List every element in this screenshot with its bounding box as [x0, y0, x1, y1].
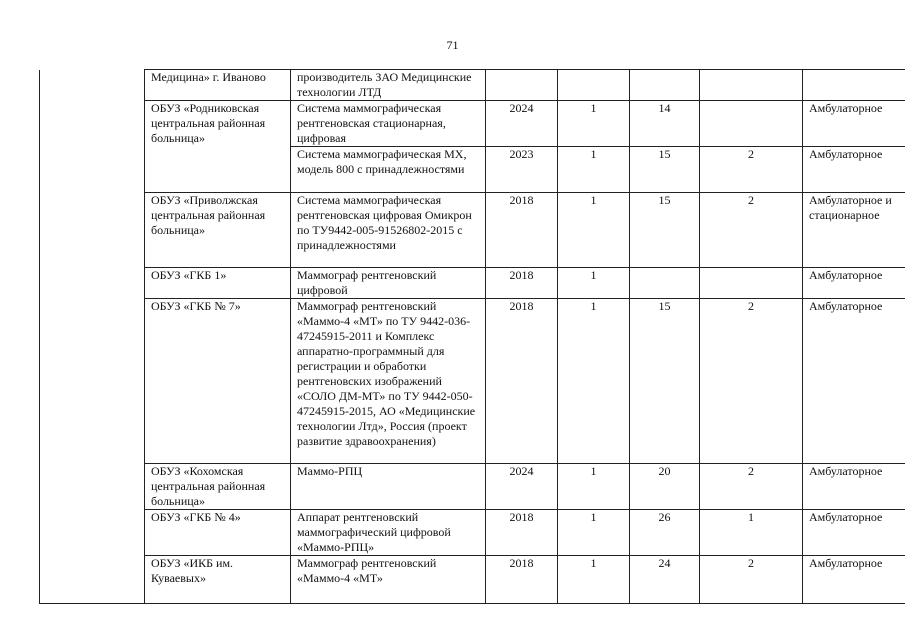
- age-cell: [630, 70, 700, 101]
- org-cell: Медицина» г. Иваново: [145, 70, 291, 101]
- year-cell: 2023: [486, 147, 558, 193]
- count-cell: 1: [558, 299, 630, 464]
- age-cell: 15: [630, 299, 700, 464]
- equipment-cell: производитель ЗАО Медицинские технологии ЛТД: [291, 70, 486, 101]
- age-cell: 15: [630, 193, 700, 268]
- equipment-cell: Система маммографическая рентгеновская цифровая Омикрон по ТУ9442-005-91526802-2015 с принадлежностями: [291, 193, 486, 268]
- table-row: [40, 510, 905, 556]
- year-cell: 2024: [486, 464, 558, 510]
- age-cell: 24: [630, 556, 700, 604]
- org-cell: ОБУЗ «Приволжская центральная районная больница»: [145, 193, 291, 268]
- age-cell: 20: [630, 464, 700, 510]
- service-cell: Амбулаторное: [803, 510, 905, 556]
- page-number: 71: [446, 38, 459, 52]
- col6-cell: 2: [700, 193, 803, 268]
- table-row: [40, 299, 905, 464]
- year-cell: 2018: [486, 193, 558, 268]
- table-row: [40, 556, 905, 604]
- org-cell: ОБУЗ «Родниковская центральная районная больница»: [145, 101, 291, 193]
- org-cell: ОБУЗ «Кохомская центральная районная больница»: [145, 464, 291, 510]
- equipment-cell: Маммо-РПЦ: [291, 464, 486, 510]
- count-cell: 1: [558, 147, 630, 193]
- org-cell: ОБУЗ «ГКБ 1»: [145, 268, 291, 299]
- age-cell: 15: [630, 147, 700, 193]
- region-cell: [40, 70, 145, 604]
- year-cell: 2018: [486, 268, 558, 299]
- year-cell: 2024: [486, 101, 558, 147]
- col6-cell: 1: [700, 510, 803, 556]
- year-cell: 2018: [486, 556, 558, 604]
- service-cell: Амбулаторное: [803, 147, 905, 193]
- year-cell: 2018: [486, 510, 558, 556]
- org-cell: ОБУЗ «ГКБ № 7»: [145, 299, 291, 464]
- col6-cell: [700, 70, 803, 101]
- service-cell: Амбулаторное: [803, 464, 905, 510]
- age-cell: 26: [630, 510, 700, 556]
- col6-cell: 2: [700, 556, 803, 604]
- year-cell: 2018: [486, 299, 558, 464]
- equipment-cell: Система маммографическая рентгеновская стационарная, цифровая: [291, 101, 486, 147]
- col6-cell: 2: [700, 299, 803, 464]
- age-cell: 14: [630, 101, 700, 147]
- org-cell: ОБУЗ «ИКБ им. Куваевых»: [145, 556, 291, 604]
- service-cell: Амбулаторное: [803, 556, 905, 604]
- service-cell: Амбулаторное: [803, 268, 905, 299]
- count-cell: [558, 70, 630, 101]
- table-row: [40, 268, 905, 299]
- count-cell: 1: [558, 510, 630, 556]
- equipment-table: [39, 69, 905, 604]
- year-cell: [486, 70, 558, 101]
- count-cell: 1: [558, 464, 630, 510]
- count-cell: 1: [558, 101, 630, 147]
- age-cell: [630, 268, 700, 299]
- col6-cell: 2: [700, 464, 803, 510]
- service-cell: [803, 70, 905, 101]
- equipment-cell: Аппарат рентгеновский маммографический цифровой «Маммо-РПЦ»: [291, 510, 486, 556]
- equipment-cell: Система маммографическая МХ, модель 800 с принадлежностями: [291, 147, 486, 193]
- equipment-cell: Маммограф рентгеновский «Маммо-4 «МТ» по ТУ 9442-036-47245915-2011 и Комплекс аппаратно-программный для регистрации и обработки рентгеновских изображений «СОЛО ДМ-МТ» по ТУ 9442-050-47245915-2015, АО «Медицинские технологии Лтд», Россия (проект развитие здравоохранения): [291, 299, 486, 464]
- table-row: [40, 101, 905, 147]
- org-cell: ОБУЗ «ГКБ № 4»: [145, 510, 291, 556]
- equipment-cell: Маммограф рентгеновский цифровой: [291, 268, 486, 299]
- service-cell: Амбулаторное: [803, 101, 905, 147]
- table-row: [40, 70, 905, 101]
- count-cell: 1: [558, 556, 630, 604]
- table-row: [40, 464, 905, 510]
- table-row: [40, 193, 905, 268]
- col6-cell: [700, 101, 803, 147]
- service-cell: Амбулаторное и стационарное: [803, 193, 905, 268]
- count-cell: 1: [558, 268, 630, 299]
- equipment-cell: Маммограф рентгеновский «Маммо-4 «МТ»: [291, 556, 486, 604]
- col6-cell: [700, 268, 803, 299]
- service-cell: Амбулаторное: [803, 299, 905, 464]
- col6-cell: 2: [700, 147, 803, 193]
- count-cell: 1: [558, 193, 630, 268]
